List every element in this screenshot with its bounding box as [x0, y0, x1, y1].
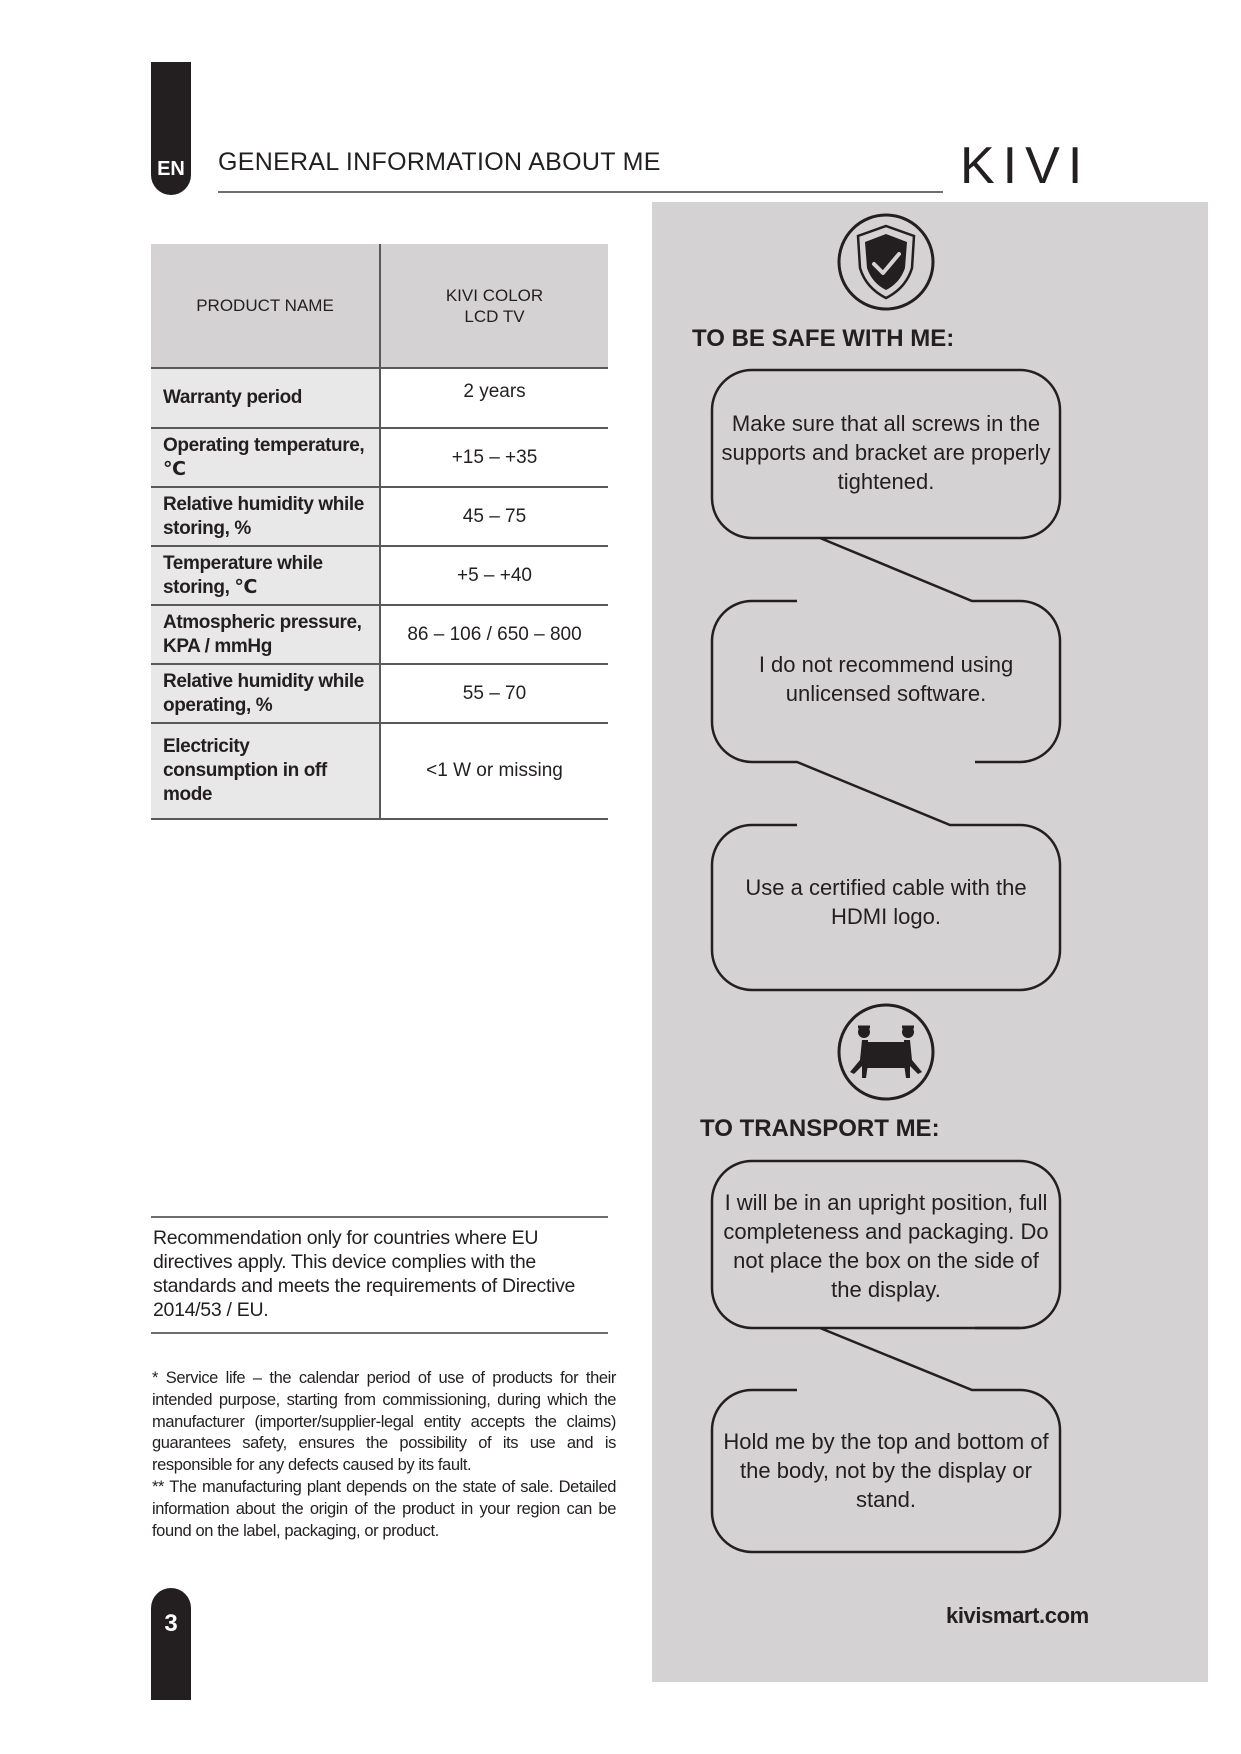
row-key: Relative humidity while operating, %	[151, 664, 380, 723]
transport-tip-1: I will be in an upright position, full completeness and packaging. Do not place the box on the side of the display.	[723, 1190, 1049, 1302]
row-value: 86 – 106 / 650 – 800	[380, 605, 608, 664]
eu-directive-note: Recommendation only for countries where EU directives apply. This device complies with the standards and meets the requirements of Directive 2014/53 / EU.	[151, 1216, 608, 1334]
row-value: +15 – +35	[380, 428, 608, 487]
safety-tip-3: Use a certified cable with the HDMI logo.	[745, 875, 1027, 929]
shield-check-icon	[836, 212, 936, 312]
safety-tip-2: I do not recommend using unlicensed software.	[758, 652, 1014, 706]
transport-tip-2: Hold me by the top and bottom of the body, not by the display or stand.	[723, 1429, 1049, 1512]
row-value: +5 – +40	[380, 546, 608, 605]
brand-logo: KIVI	[960, 137, 1091, 195]
language-label: EN	[157, 158, 185, 180]
service-life-footnote: * Service life – the calendar period of use of products for their intended purpose, starting from commissioning, during which the manufacturer (importer/supplier-legal entity accepts the claims) guarantees safety, ensures the possibility of its use and is responsible for any defects caused by its fault.	[152, 1369, 616, 1475]
row-key: Warranty period	[151, 368, 380, 428]
safety-tip-1: Make sure that all screws in the supports and bracket are properly tightened.	[721, 411, 1051, 494]
page-number-tab	[151, 1588, 191, 1700]
manufacturing-plant-footnote: ** The manufacturing plant depends on the state of sale. Detailed information about the origin of the product in your region can be found on the label, packaging, or product.	[152, 1477, 616, 1540]
website-link[interactable]: kivismart.com	[946, 1603, 1089, 1628]
row-key: Relative humidity while storing, %	[151, 487, 380, 546]
row-key: Electricity consumption in off mode	[151, 723, 380, 819]
two-people-carrying-box-icon	[836, 1002, 936, 1102]
row-key: Temperature while storing, ℃	[151, 546, 380, 605]
page-number: 3	[164, 1610, 178, 1637]
row-value: 2 years	[380, 368, 608, 428]
row-value: 55 – 70	[380, 664, 608, 723]
product-name-line1: KIVI COLOR	[445, 285, 544, 305]
row-key: Atmospheric pressure, KPA / mmHg	[151, 605, 380, 664]
row-key: Operating temperature, ℃	[151, 428, 380, 487]
row-value: <1 W or missing	[380, 723, 608, 819]
row-value: 45 – 75	[380, 487, 608, 546]
product-name-line2: LCD TV	[464, 306, 525, 326]
safety-title: TO BE SAFE WITH ME:	[692, 325, 955, 352]
table-header-key: PRODUCT NAME	[151, 244, 380, 368]
page-title: GENERAL INFORMATION ABOUT ME	[218, 148, 661, 176]
transport-title: TO TRANSPORT ME:	[700, 1115, 940, 1142]
